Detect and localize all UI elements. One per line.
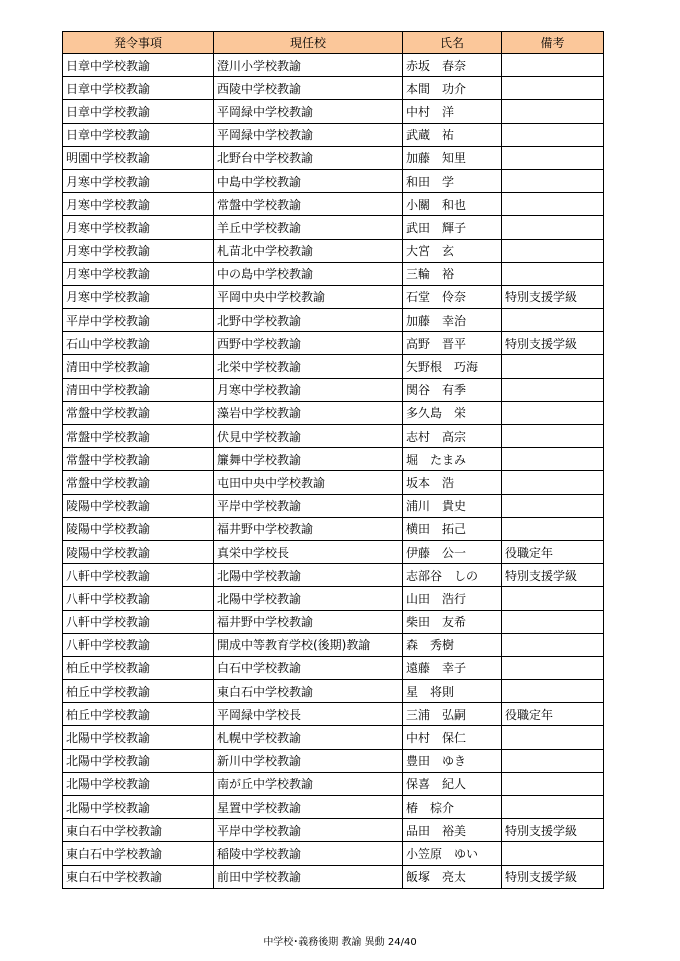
remarks-cell [502,633,604,656]
table-row [63,865,604,888]
header-row [63,32,604,54]
name-cell: 加藤 知里 [403,146,502,169]
current-school-cell: 白石中学校教諭 [214,656,403,679]
assignment-cell: 北陽中学校教諭 [63,796,214,819]
assignment-cell: 月寒中学校教諭 [63,239,214,262]
table-row [63,517,604,540]
current-school-cell: 中の島中学校教諭 [214,262,403,285]
header-remarks: 備考 [502,32,604,54]
name-cell: 武蔵 祐 [403,123,502,146]
remarks-cell [502,517,604,540]
assignment-cell: 月寒中学校教諭 [63,169,214,192]
name-cell: 赤坂 春奈 [403,54,502,77]
name-cell: 三輪 裕 [403,262,502,285]
current-school-cell: 常盤中学校教諭 [214,193,403,216]
assignment-cell: 常盤中学校教諭 [63,448,214,471]
current-school-cell: 真栄中学校長 [214,540,403,563]
remarks-cell [502,239,604,262]
remarks-cell [502,309,604,332]
table-row [63,656,604,679]
name-cell: 椿 棕介 [403,796,502,819]
table-row [63,262,604,285]
table-row [63,772,604,795]
assignment-cell: 陵陽中学校教諭 [63,494,214,517]
assignment-cell: 月寒中学校教諭 [63,216,214,239]
current-school-cell: 羊丘中学校教諭 [214,216,403,239]
remarks-cell: 特別支援学級 [502,332,604,355]
current-school-cell: 北野中学校教諭 [214,309,403,332]
assignment-cell: 常盤中学校教諭 [63,401,214,424]
remarks-cell [502,378,604,401]
remarks-cell [502,401,604,424]
current-school-cell: 新川中学校教諭 [214,749,403,772]
name-cell: 保喜 紀人 [403,772,502,795]
name-cell: 志村 高宗 [403,425,502,448]
remarks-cell [502,471,604,494]
assignment-cell: 常盤中学校教諭 [63,471,214,494]
name-cell: 横田 拓己 [403,517,502,540]
name-cell: 三浦 弘嗣 [403,703,502,726]
current-school-cell: 北野台中学校教諭 [214,146,403,169]
remarks-cell [502,680,604,703]
current-school-cell: 星置中学校教諭 [214,796,403,819]
table-row [63,842,604,865]
name-cell: 豊田 ゆき [403,749,502,772]
current-school-cell: 簾舞中学校教諭 [214,448,403,471]
name-cell: 品田 裕美 [403,819,502,842]
name-cell: 中村 洋 [403,100,502,123]
assignment-cell: 八軒中学校教諭 [63,587,214,610]
assignment-cell: 平岸中学校教諭 [63,309,214,332]
name-cell: 武田 輝子 [403,216,502,239]
name-cell: 関谷 有季 [403,378,502,401]
remarks-cell: 特別支援学級 [502,865,604,888]
assignment-cell: 石山中学校教諭 [63,332,214,355]
assignment-cell: 清田中学校教諭 [63,355,214,378]
assignment-cell: 八軒中学校教諭 [63,633,214,656]
assignment-cell: 北陽中学校教諭 [63,772,214,795]
remarks-cell [502,355,604,378]
assignment-cell: 月寒中学校教諭 [63,285,214,308]
name-cell: 多久島 栄 [403,401,502,424]
remarks-cell [502,656,604,679]
table-row [63,239,604,262]
table-row [63,100,604,123]
current-school-cell: 平岡緑中学校教諭 [214,123,403,146]
name-cell: 矢野根 巧海 [403,355,502,378]
table-row [63,540,604,563]
table-row [63,285,604,308]
name-cell: 森 秀樹 [403,633,502,656]
assignment-cell: 東白石中学校教諭 [63,842,214,865]
assignment-cell: 明園中学校教諭 [63,146,214,169]
assignment-cell: 日章中学校教諭 [63,100,214,123]
remarks-cell: 特別支援学級 [502,819,604,842]
current-school-cell: 屯田中央中学校教諭 [214,471,403,494]
remarks-cell: 役職定年 [502,703,604,726]
table-row [63,378,604,401]
table-header [63,32,604,54]
current-school-cell: 札幌中学校教諭 [214,726,403,749]
header-name: 氏名 [403,32,502,54]
remarks-cell: 特別支援学級 [502,285,604,308]
name-cell: 浦川 貴史 [403,494,502,517]
assignment-cell: 日章中学校教諭 [63,123,214,146]
current-school-cell: 稲陵中学校教諭 [214,842,403,865]
name-cell: 志部谷 しの [403,564,502,587]
current-school-cell: 開成中等教育学校(後期)教諭 [214,633,403,656]
table-row [63,54,604,77]
name-cell: 本間 功介 [403,77,502,100]
name-cell: 加藤 幸治 [403,309,502,332]
table-row [63,819,604,842]
table-row [63,587,604,610]
current-school-cell: 東白石中学校教諭 [214,680,403,703]
table-row [63,494,604,517]
current-school-cell: 福井野中学校教諭 [214,517,403,540]
remarks-cell [502,54,604,77]
remarks-cell [502,749,604,772]
table-row [63,703,604,726]
remarks-cell [502,726,604,749]
remarks-cell [502,146,604,169]
table-row [63,332,604,355]
current-school-cell: 月寒中学校教諭 [214,378,403,401]
remarks-cell [502,77,604,100]
name-cell: 小關 和也 [403,193,502,216]
current-school-cell: 平岡緑中学校教諭 [214,100,403,123]
current-school-cell: 北陽中学校教諭 [214,564,403,587]
remarks-cell [502,100,604,123]
current-school-cell: 西陵中学校教諭 [214,77,403,100]
page-number: 24/40 [387,937,417,948]
table-row [63,309,604,332]
table-row [63,355,604,378]
remarks-cell [502,262,604,285]
name-cell: 和田 学 [403,169,502,192]
remarks-cell [502,425,604,448]
assignment-cell: 東白石中学校教諭 [63,865,214,888]
name-cell: 石堂 伶奈 [403,285,502,308]
current-school-cell: 北栄中学校教諭 [214,355,403,378]
table-row [63,680,604,703]
assignment-cell: 東白石中学校教諭 [63,819,214,842]
assignment-cell: 日章中学校教諭 [63,77,214,100]
table-row [63,216,604,239]
table-row [63,146,604,169]
name-cell: 中村 保仁 [403,726,502,749]
current-school-cell: 南が丘中学校教諭 [214,772,403,795]
remarks-cell [502,610,604,633]
remarks-cell: 役職定年 [502,540,604,563]
page-footer [0,933,680,948]
assignment-cell: 日章中学校教諭 [63,54,214,77]
current-school-cell: 平岸中学校教諭 [214,819,403,842]
remarks-cell [502,772,604,795]
current-school-cell: 平岡中央中学校教諭 [214,285,403,308]
current-school-cell: 藻岩中学校教諭 [214,401,403,424]
remarks-cell [502,169,604,192]
table-row [63,796,604,819]
assignment-cell: 柏丘中学校教諭 [63,656,214,679]
remarks-cell [502,448,604,471]
name-cell: 柴田 友希 [403,610,502,633]
assignment-cell: 北陽中学校教諭 [63,726,214,749]
current-school-cell: 札苗北中学校教諭 [214,239,403,262]
name-cell: 山田 浩行 [403,587,502,610]
remarks-cell [502,842,604,865]
assignment-cell: 月寒中学校教諭 [63,193,214,216]
assignment-cell: 八軒中学校教諭 [63,564,214,587]
assignment-cell: 北陽中学校教諭 [63,749,214,772]
current-school-cell: 平岸中学校教諭 [214,494,403,517]
remarks-cell [502,123,604,146]
table-row [63,401,604,424]
assignment-cell: 柏丘中学校教諭 [63,680,214,703]
table-row [63,193,604,216]
current-school-cell: 澄川小学校教諭 [214,54,403,77]
current-school-cell: 西野中学校教諭 [214,332,403,355]
assignment-cell: 八軒中学校教諭 [63,610,214,633]
assignment-cell: 陵陽中学校教諭 [63,540,214,563]
name-cell: 伊藤 公一 [403,540,502,563]
header-assignment: 発令事項 [63,32,214,54]
header-current-school: 現任校 [214,32,403,54]
table-row [63,633,604,656]
assignment-cell: 柏丘中学校教諭 [63,703,214,726]
name-cell: 小笠原 ゆい [403,842,502,865]
current-school-cell: 平岡緑中学校長 [214,703,403,726]
assignment-cell: 清田中学校教諭 [63,378,214,401]
name-cell: 高野 晋平 [403,332,502,355]
table-row [63,726,604,749]
assignment-cell: 月寒中学校教諭 [63,262,214,285]
name-cell: 星 将則 [403,680,502,703]
table-row [63,77,604,100]
remarks-cell [502,216,604,239]
current-school-cell: 前田中学校教諭 [214,865,403,888]
remarks-cell [502,796,604,819]
table-row [63,471,604,494]
table-row [63,610,604,633]
remarks-cell [502,587,604,610]
remarks-cell [502,494,604,517]
current-school-cell: 福井野中学校教諭 [214,610,403,633]
current-school-cell: 北陽中学校教諭 [214,587,403,610]
table-row [63,169,604,192]
footer-label: 中学校･義務後期 教諭 異動 [263,937,385,948]
personnel-transfer-table [62,31,604,889]
name-cell: 遠藤 幸子 [403,656,502,679]
current-school-cell: 中島中学校教諭 [214,169,403,192]
table-row [63,425,604,448]
remarks-cell [502,193,604,216]
table-row [63,448,604,471]
remarks-cell: 特別支援学級 [502,564,604,587]
table-row [63,564,604,587]
name-cell: 飯塚 亮太 [403,865,502,888]
assignment-cell: 常盤中学校教諭 [63,425,214,448]
name-cell: 堀 たまみ [403,448,502,471]
current-school-cell: 伏見中学校教諭 [214,425,403,448]
table-row [63,123,604,146]
table-body [63,54,604,889]
name-cell: 大宮 玄 [403,239,502,262]
table-row [63,749,604,772]
assignment-cell: 陵陽中学校教諭 [63,517,214,540]
name-cell: 坂本 浩 [403,471,502,494]
